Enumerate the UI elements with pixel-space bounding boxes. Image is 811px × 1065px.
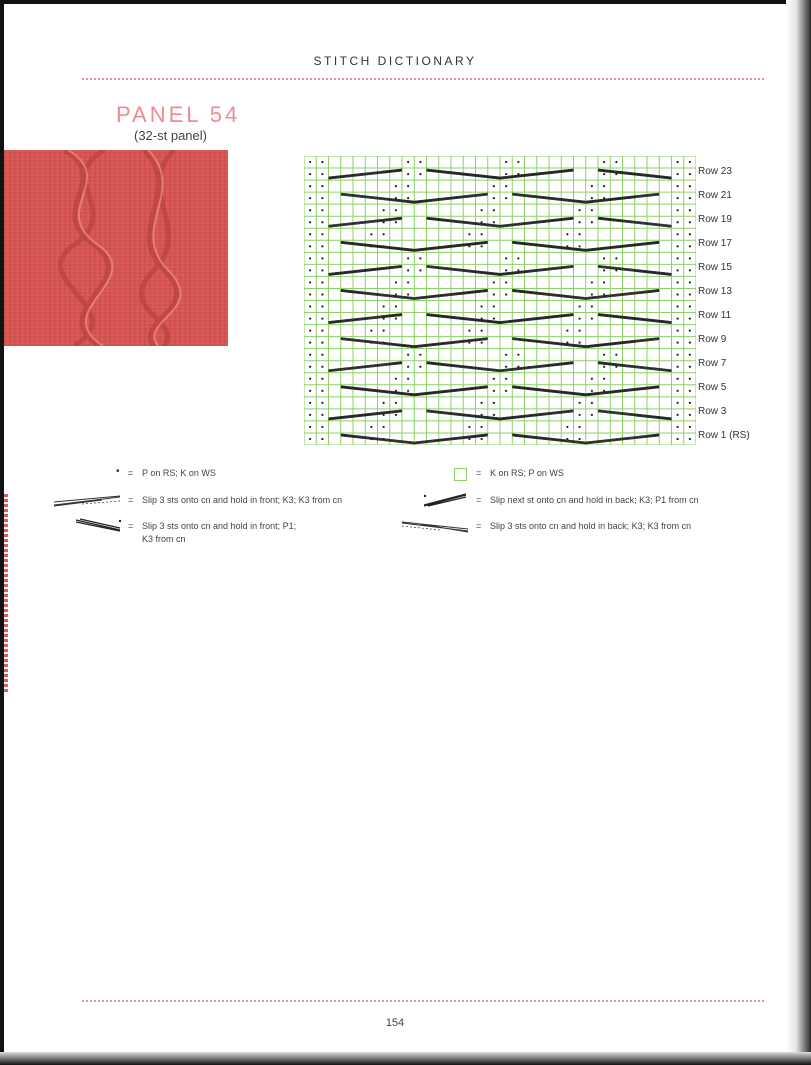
- legend-equals: =: [476, 468, 482, 478]
- row-label-21: Row 21: [698, 190, 732, 201]
- purl-dot: [677, 354, 679, 356]
- purl-dot: [321, 269, 323, 271]
- purl-dot: [321, 221, 323, 223]
- purl-dot: [591, 390, 593, 392]
- purl-dot: [615, 354, 617, 356]
- purl-dot: [321, 197, 323, 199]
- purl-dot: [321, 161, 323, 163]
- legend-equals: =: [476, 521, 482, 531]
- purl-dot: [321, 426, 323, 428]
- purl-dot: [677, 209, 679, 211]
- row-label-15: Row 15: [698, 262, 732, 273]
- purl-dot: [677, 330, 679, 332]
- purl-dot: [591, 414, 593, 416]
- purl-dot: [689, 209, 691, 211]
- purl-dot: [321, 173, 323, 175]
- purl-dot: [481, 438, 483, 440]
- purl-dot: [481, 305, 483, 307]
- legend-t4b-text: Slip next st onto cn and hold in back; K3; P1 from cn: [490, 495, 699, 505]
- purl-dot: [309, 390, 311, 392]
- running-head: STITCH DICTIONARY: [313, 54, 477, 68]
- row-label-1: Row 1 (RS): [698, 430, 750, 441]
- purl-dot: [689, 221, 691, 223]
- stitch-chart: [304, 156, 696, 445]
- purl-dot: [677, 281, 679, 283]
- page-number: 154: [385, 1017, 405, 1029]
- purl-dot: [321, 281, 323, 283]
- purl-dot: [677, 221, 679, 223]
- purl-dot: [566, 233, 568, 235]
- purl-dot: [407, 185, 409, 187]
- purl-dot: [321, 378, 323, 380]
- purl-dot: [591, 209, 593, 211]
- purl-dot: [383, 305, 385, 307]
- purl-dot: [321, 390, 323, 392]
- row-label-9: Row 9: [698, 334, 727, 345]
- purl-dot: [677, 161, 679, 163]
- purl-dot: [383, 402, 385, 404]
- purl-dot: [481, 245, 483, 247]
- purl-dot: [505, 197, 507, 199]
- legend-equals: =: [476, 495, 482, 505]
- purl-dot: [309, 161, 311, 163]
- purl-dot: [579, 305, 581, 307]
- purl-dot: [603, 161, 605, 163]
- purl-dot: [677, 414, 679, 416]
- purl-dot: [493, 414, 495, 416]
- legend-equals: =: [128, 468, 134, 478]
- purl-dot: [689, 281, 691, 283]
- purl-dot: [517, 354, 519, 356]
- purl-dot: [677, 438, 679, 440]
- purl-dot: [591, 293, 593, 295]
- purl-dot: [689, 378, 691, 380]
- purl-dot: [505, 161, 507, 163]
- purl-dot: [579, 438, 581, 440]
- legend-equals: =: [128, 521, 134, 531]
- purl-dot: [493, 197, 495, 199]
- purl-dot: [505, 185, 507, 187]
- purl-dot: [505, 390, 507, 392]
- purl-dot: [481, 402, 483, 404]
- purl-dot: [677, 402, 679, 404]
- page-edge-mark: [4, 494, 8, 694]
- purl-dot: [468, 426, 470, 428]
- purl-dot: [689, 342, 691, 344]
- purl-dot: [493, 305, 495, 307]
- purl-dot: [493, 185, 495, 187]
- purl-dot: [689, 354, 691, 356]
- purl-dot: [321, 185, 323, 187]
- purl-dot: [493, 390, 495, 392]
- row-label-7: Row 7: [698, 358, 727, 369]
- purl-dot: [481, 342, 483, 344]
- purl-dot: [505, 281, 507, 283]
- purl-dot: [677, 366, 679, 368]
- purl-dot: [370, 330, 372, 332]
- purl-dot: [689, 330, 691, 332]
- purl-dot: [579, 342, 581, 344]
- purl-dot: [309, 245, 311, 247]
- purl-dot: [677, 197, 679, 199]
- purl-dot: [321, 293, 323, 295]
- purl-dot: [407, 173, 409, 175]
- purl-dot: [677, 185, 679, 187]
- knit-square-icon: [454, 468, 467, 481]
- row-label-13: Row 13: [698, 286, 732, 297]
- purl-dot: [517, 161, 519, 163]
- purl-dot: [383, 426, 385, 428]
- purl-dot: [419, 161, 421, 163]
- purl-dot: [321, 414, 323, 416]
- purl-dot: [321, 342, 323, 344]
- purl-dot: [407, 354, 409, 356]
- purl-dot: [677, 173, 679, 175]
- purl-dot: [677, 245, 679, 247]
- purl-dot: [309, 342, 311, 344]
- purl-dot: [677, 269, 679, 271]
- purl-dot: [689, 257, 691, 259]
- legend-purl-text: P on RS; K on WS: [142, 468, 216, 478]
- purl-dot: [309, 293, 311, 295]
- purl-dot: [689, 305, 691, 307]
- purl-dot: [677, 426, 679, 428]
- row-label-11: Row 11: [698, 310, 732, 321]
- panel-title: PANEL 54: [116, 102, 241, 127]
- purl-dot: [309, 221, 311, 223]
- purl-dot: [321, 245, 323, 247]
- purl-dot: [383, 330, 385, 332]
- purl-dot: [407, 257, 409, 259]
- purl-dot: [615, 257, 617, 259]
- purl-dot: [407, 281, 409, 283]
- purl-dot: [677, 317, 679, 319]
- purl-dot: [493, 378, 495, 380]
- purl-dot: [395, 402, 397, 404]
- purl-dot: [603, 269, 605, 271]
- purl-dot: [505, 366, 507, 368]
- purl-dot: [407, 197, 409, 199]
- legend-c6f-text: Slip 3 sts onto cn and hold in front; K3; K3 from cn: [142, 495, 343, 505]
- purl-dot: [407, 378, 409, 380]
- purl-dot: [309, 402, 311, 404]
- purl-dot: [309, 378, 311, 380]
- purl-dot: [591, 221, 593, 223]
- purl-dot: [677, 342, 679, 344]
- purl-dot: [566, 330, 568, 332]
- book-spine-shadow: [786, 0, 811, 1065]
- legend-c6b-text: Slip 3 sts onto cn and hold in back; K3; K3 from cn: [490, 521, 692, 531]
- purl-dot: [579, 317, 581, 319]
- purl-dot: [689, 366, 691, 368]
- legend-knit-text: K on RS; P on WS: [490, 468, 564, 478]
- purl-dot: [309, 233, 311, 235]
- purl-dot: [309, 366, 311, 368]
- purl-dot: [591, 402, 593, 404]
- purl-dot: [591, 305, 593, 307]
- purl-dot: [321, 209, 323, 211]
- purl-dot: [579, 233, 581, 235]
- purl-dot: [493, 221, 495, 223]
- purl-dot: [603, 173, 605, 175]
- purl-dot: [395, 378, 397, 380]
- purl-dot: [677, 378, 679, 380]
- purl-dot: [517, 257, 519, 259]
- purl-dot: [603, 257, 605, 259]
- knit-swatch-photo: [4, 150, 228, 346]
- purl-dot: [689, 414, 691, 416]
- purl-dot: [309, 426, 311, 428]
- purl-dot: [395, 185, 397, 187]
- purl-dot: [677, 305, 679, 307]
- purl-dot: [689, 317, 691, 319]
- purl-dot: [493, 209, 495, 211]
- row-label-23: Row 23: [698, 166, 732, 177]
- purl-dot: [689, 233, 691, 235]
- purl-dot: [493, 281, 495, 283]
- purl-dot: [689, 161, 691, 163]
- purl-dot: [591, 378, 593, 380]
- purl-dot: [689, 426, 691, 428]
- row-label-17: Row 17: [698, 238, 732, 249]
- purl-dot: [579, 245, 581, 247]
- purl-dot: [395, 317, 397, 319]
- purl-dot: [419, 173, 421, 175]
- stitch-chart-grid: [304, 156, 696, 445]
- purl-dot: [321, 233, 323, 235]
- purl-dot: [677, 233, 679, 235]
- purl-dot: [689, 269, 691, 271]
- purl-dot: [689, 173, 691, 175]
- purl-dot: [309, 438, 311, 440]
- footer-dotted-rule: [82, 1000, 764, 1002]
- purl-dot: [481, 330, 483, 332]
- purl-dot: [395, 414, 397, 416]
- purl-dot: [591, 281, 593, 283]
- purl-dot: [689, 438, 691, 440]
- purl-dot: [309, 257, 311, 259]
- purl-dot: [505, 354, 507, 356]
- purl-dot: [395, 305, 397, 307]
- panel-subtitle: (32-st panel): [134, 128, 207, 143]
- purl-dot: [309, 173, 311, 175]
- purl-dot: [677, 390, 679, 392]
- purl-dot: [689, 390, 691, 392]
- purl-dot: [309, 354, 311, 356]
- purl-dot: [321, 366, 323, 368]
- purl-dot: [383, 233, 385, 235]
- cable-back-6-icon: [400, 520, 470, 538]
- purl-dot: [407, 269, 409, 271]
- purl-dot: [309, 185, 311, 187]
- purl-dot: [383, 209, 385, 211]
- purl-dot: [407, 366, 409, 368]
- purl-dot: [395, 281, 397, 283]
- purl-dot: [615, 161, 617, 163]
- purl-dot: [505, 378, 507, 380]
- purl-dot: [309, 197, 311, 199]
- purl-dot-icon: •: [116, 466, 120, 477]
- purl-dot: [603, 378, 605, 380]
- purl-dot: [493, 402, 495, 404]
- twist-back-4-icon: [420, 493, 470, 512]
- purl-dot: [689, 293, 691, 295]
- purl-dot: [591, 185, 593, 187]
- purl-dot: [579, 414, 581, 416]
- purl-dot: [419, 366, 421, 368]
- purl-dot: [677, 257, 679, 259]
- purl-dot: [468, 330, 470, 332]
- purl-dot: [370, 426, 372, 428]
- purl-dot: [407, 390, 409, 392]
- purl-dot: [579, 402, 581, 404]
- purl-dot: [321, 305, 323, 307]
- purl-dot: [603, 366, 605, 368]
- row-label-5: Row 5: [698, 382, 727, 393]
- purl-dot: [309, 330, 311, 332]
- purl-dot: [481, 209, 483, 211]
- purl-dot: [579, 426, 581, 428]
- purl-dot: [407, 293, 409, 295]
- purl-dot: [321, 330, 323, 332]
- purl-dot: [309, 209, 311, 211]
- purl-dot: [689, 402, 691, 404]
- purl-dot: [309, 414, 311, 416]
- purl-dot: [591, 317, 593, 319]
- purl-dot: [321, 354, 323, 356]
- purl-dot: [603, 281, 605, 283]
- purl-dot: [321, 402, 323, 404]
- purl-dot: [395, 209, 397, 211]
- cable-front-6-icon: [52, 494, 122, 512]
- purl-dot: [321, 257, 323, 259]
- legend-equals: =: [128, 495, 134, 505]
- purl-dot: [419, 257, 421, 259]
- header-dotted-rule: [82, 78, 764, 80]
- purl-dot: [370, 233, 372, 235]
- purl-dot: [603, 185, 605, 187]
- purl-dot: [689, 197, 691, 199]
- purl-dot: [493, 293, 495, 295]
- purl-dot: [419, 354, 421, 356]
- purl-dot: [579, 330, 581, 332]
- page-bottom-shadow: [0, 1052, 811, 1065]
- legend-t4f-text-2: K3 from cn: [142, 534, 186, 544]
- row-label-19: Row 19: [698, 214, 732, 225]
- purl-dot: [505, 293, 507, 295]
- purl-dot: [309, 305, 311, 307]
- purl-dot: [309, 269, 311, 271]
- row-label-3: Row 3: [698, 406, 727, 417]
- purl-dot: [591, 197, 593, 199]
- book-page: [4, 4, 786, 1052]
- purl-dot: [505, 269, 507, 271]
- cable-swatch-illustration: [4, 150, 228, 346]
- purl-dot: [579, 209, 581, 211]
- purl-dot: [419, 269, 421, 271]
- purl-dot: [309, 281, 311, 283]
- purl-dot: [468, 233, 470, 235]
- purl-dot: [481, 233, 483, 235]
- purl-dot: [603, 354, 605, 356]
- purl-dot: [689, 185, 691, 187]
- purl-dot: [309, 317, 311, 319]
- purl-dot: [677, 293, 679, 295]
- purl-dot: [395, 221, 397, 223]
- purl-dot: [579, 221, 581, 223]
- purl-dot: [566, 426, 568, 428]
- purl-dot: [321, 438, 323, 440]
- purl-dot: [505, 257, 507, 259]
- legend-t4f-text-1: Slip 3 sts onto cn and hold in front; P1;: [142, 521, 297, 531]
- purl-dot: [321, 317, 323, 319]
- purl-dot: [493, 317, 495, 319]
- purl-dot: [481, 426, 483, 428]
- purl-dot: [505, 173, 507, 175]
- purl-dot: [407, 161, 409, 163]
- purl-dot: [689, 245, 691, 247]
- twist-front-4-icon: [74, 518, 124, 537]
